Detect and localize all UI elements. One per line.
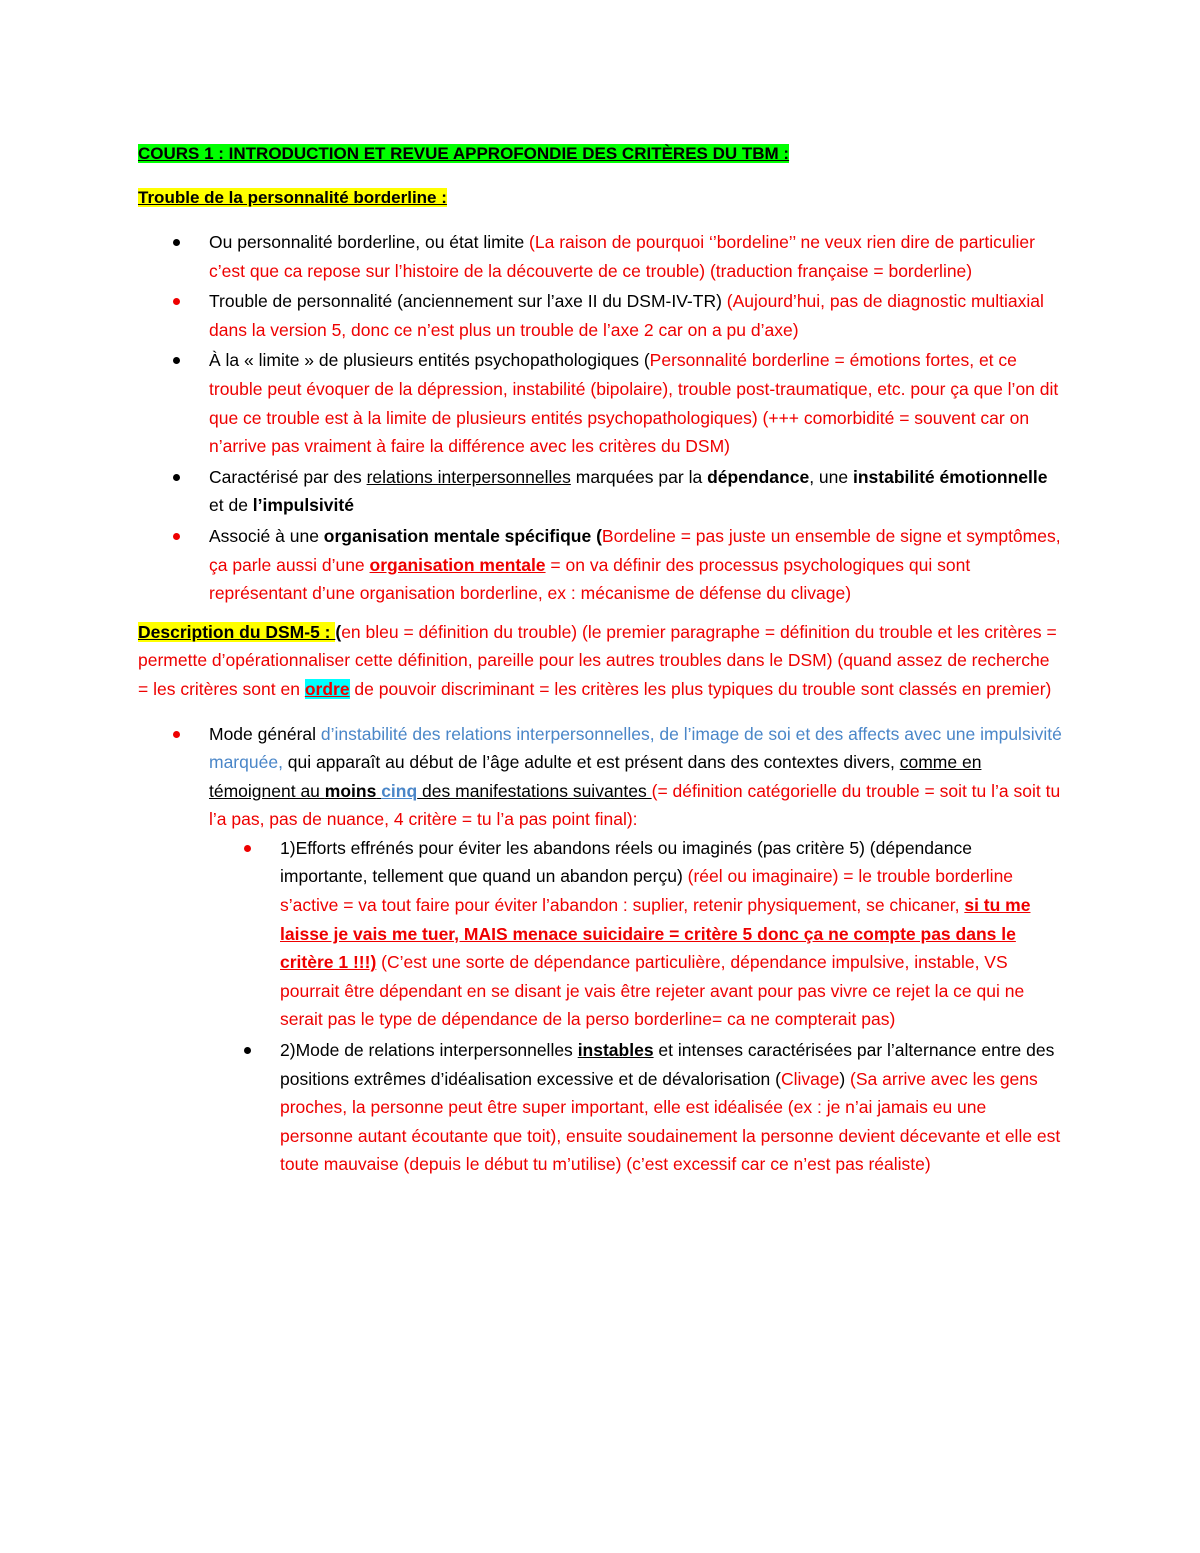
criterion-bold-underlined: instables (577, 1040, 654, 1061)
bullet-list-main (138, 228, 1063, 608)
criterion-text: Efforts effrénés pour éviter les abandons réels ou imaginés (pas critère 5) (dépendance importante, tellement que quand un abandon perçu) (280, 837, 972, 887)
criterion-note: Clivage (780, 1068, 840, 1089)
list-item (138, 463, 1063, 520)
item-text: Ou personnalité borderline, ou état limite (209, 232, 530, 252)
item-bold: dépendance (707, 466, 810, 487)
bullet-list-dsm (138, 720, 1063, 1180)
item-note: (Aujourd’hui, pas de diagnostic multiaxial dans la version 5, donc ce n’est plus un trouble de l’axe 2 car on a pu d’axe) (209, 291, 1044, 340)
item-bold: organisation mentale spécifique ( (323, 525, 602, 546)
criteria-list (138, 834, 1063, 1179)
criterion-item (138, 834, 1063, 1034)
item-note: Bordeline = pas juste un ensemble de signe et symptômes, ça parle aussi d’une (209, 525, 1061, 575)
document-title (138, 142, 1063, 166)
section-title-borderline (138, 186, 1063, 210)
criterion-text: et intenses caractérisées par l’alternance entre des positions extrêmes d’idéalisation excessive et de dévalorisation ( (280, 1040, 1055, 1089)
paragraph-note: en bleu = définition du trouble) (le premier paragraphe = définition du trouble et les critères = permette d’opérationnaliser cette définition, pareille pour les autres troubles dans le DSM) (quand assez de recherche = les critères sont en (138, 621, 1057, 699)
criterion-text: Mode de relations interpersonnelles (295, 1040, 578, 1061)
item-text: Trouble de personnalité (anciennement sur l’axe II du DSM-IV-TR) (209, 291, 727, 312)
bullet-icon (244, 845, 251, 852)
paragraph-note: de pouvoir discriminant = les critères les plus typiques du trouble sont classés en premier) (349, 678, 1052, 699)
section-title-borderline-text: Trouble de la personnalité borderline : (138, 188, 447, 207)
item-underlined: relations interpersonnelles (366, 466, 571, 487)
item-text: qui apparaît au début de l’âge adulte et est présent dans des contextes divers, (282, 752, 900, 773)
criterion-note: (réel ou imaginaire) = le trouble borderline s’active = va tout faire pour éviter l’abandon : suplier, retenir physiquement, se chicaner, (280, 866, 1014, 916)
bullet-icon (173, 357, 180, 364)
dsm-description-paragraph (138, 618, 1063, 704)
bullet-icon (173, 239, 180, 246)
section-title-dsm: Description du DSM-5 : (138, 621, 336, 642)
item-underlined: des manifestations suivantes (417, 780, 652, 801)
document-title-text: COURS 1 : INTRODUCTION ET REVUE APPROFONDIE DES CRITÈRES DU TBM : (138, 144, 790, 163)
criterion-number: 2) (280, 1040, 296, 1061)
item-text: Mode général (209, 723, 321, 744)
item-note: (La raison de pourquoi ‘’bordeline’’ ne veux rien dire de particulier c’est que ca repose sur l’histoire de la découverte de ce trouble) (traduction française = borderline) (209, 232, 1035, 281)
item-text: À la « limite » de plusieurs entités psychopathologiques ( (209, 350, 650, 371)
criterion-note: (C’est une sorte de dépendance particulière, dépendance impulsive, instable, VS pourrait être dépendant en se disant je vais être rejeter avant pour pas vivre ce rejet la ce qui ne serait pas le type de dépendance de la perso borderline= ca ne compterait pas) (280, 952, 1025, 1030)
list-item (138, 228, 1063, 285)
item-text: , une (809, 466, 853, 487)
item-text: Caractérisé par des (209, 466, 367, 487)
list-item (138, 522, 1063, 608)
bullet-icon (173, 533, 180, 540)
item-definition: d’instabilité des relations interpersonnelles, de l’image de soi et des affects avec une impulsivité marquée, (209, 723, 1062, 773)
item-text: Associé à une (209, 525, 324, 546)
item-note: (= définition catégorielle du trouble = soit tu l’a soit tu l’a pas, pas de nuance, 4 critère = tu l’a pas point final): (209, 780, 1061, 830)
item-blue-underlined: cinq (381, 780, 418, 801)
criterion-item (138, 1036, 1063, 1179)
paren: ( (335, 621, 342, 642)
bullet-icon (244, 1047, 251, 1054)
bullet-icon (173, 298, 180, 305)
item-note: Personnalité borderline = émotions fortes, et ce trouble peut évoquer de la dépression, instabilité (bipolaire), trouble post-traumatique, etc. pour ça que l’on dit que ce trouble est à la limite de plusieurs entités psychopathologiques) (+++ comorbidité = souvent car on n’arrive pas vraiment à faire la différence avec les critères du DSM) (209, 350, 1059, 457)
bullet-icon (173, 731, 180, 738)
item-bold: l’impulsivité (252, 495, 354, 516)
document-page (138, 128, 1063, 1181)
item-note: = on va définir des processus psychologiques qui sont représentant d’une organisation borderline, ex : mécanisme de défense du clivage) (209, 554, 971, 604)
bullet-icon (173, 474, 180, 481)
item-text: et de (209, 495, 253, 516)
list-item-mode-general (138, 720, 1063, 1180)
item-bold-underlined: moins (324, 780, 377, 801)
criterion-note: (Sa arrive avec les gens proches, la personne peut être super important, elle est idéalisée (ex : je n’ai jamais eu une personne autant écoutante que toit), ensuite soudainement la personne devient décevante et elle est toute mauvaise (depuis le début tu m’utilise) (c’est excessif car ce n’est pas réaliste) (280, 1068, 1061, 1175)
item-note-emphasis: organisation mentale (369, 554, 546, 575)
highlight-ordre: ordre (304, 678, 350, 699)
list-item (138, 287, 1063, 344)
item-bold: instabilité émotionnelle (852, 466, 1048, 487)
item-underlined: comme en témoignent au (209, 752, 982, 801)
list-item (138, 346, 1063, 460)
criterion-note-emphasis: si tu me laisse je vais me tuer, MAIS menace suicidaire = critère 5 donc ça ne compte pas dans le critère 1 !!!) (280, 895, 1031, 973)
criterion-text: ) (839, 1068, 851, 1089)
criterion-number: 1) (280, 837, 296, 858)
item-text: marquées par la (570, 466, 708, 487)
